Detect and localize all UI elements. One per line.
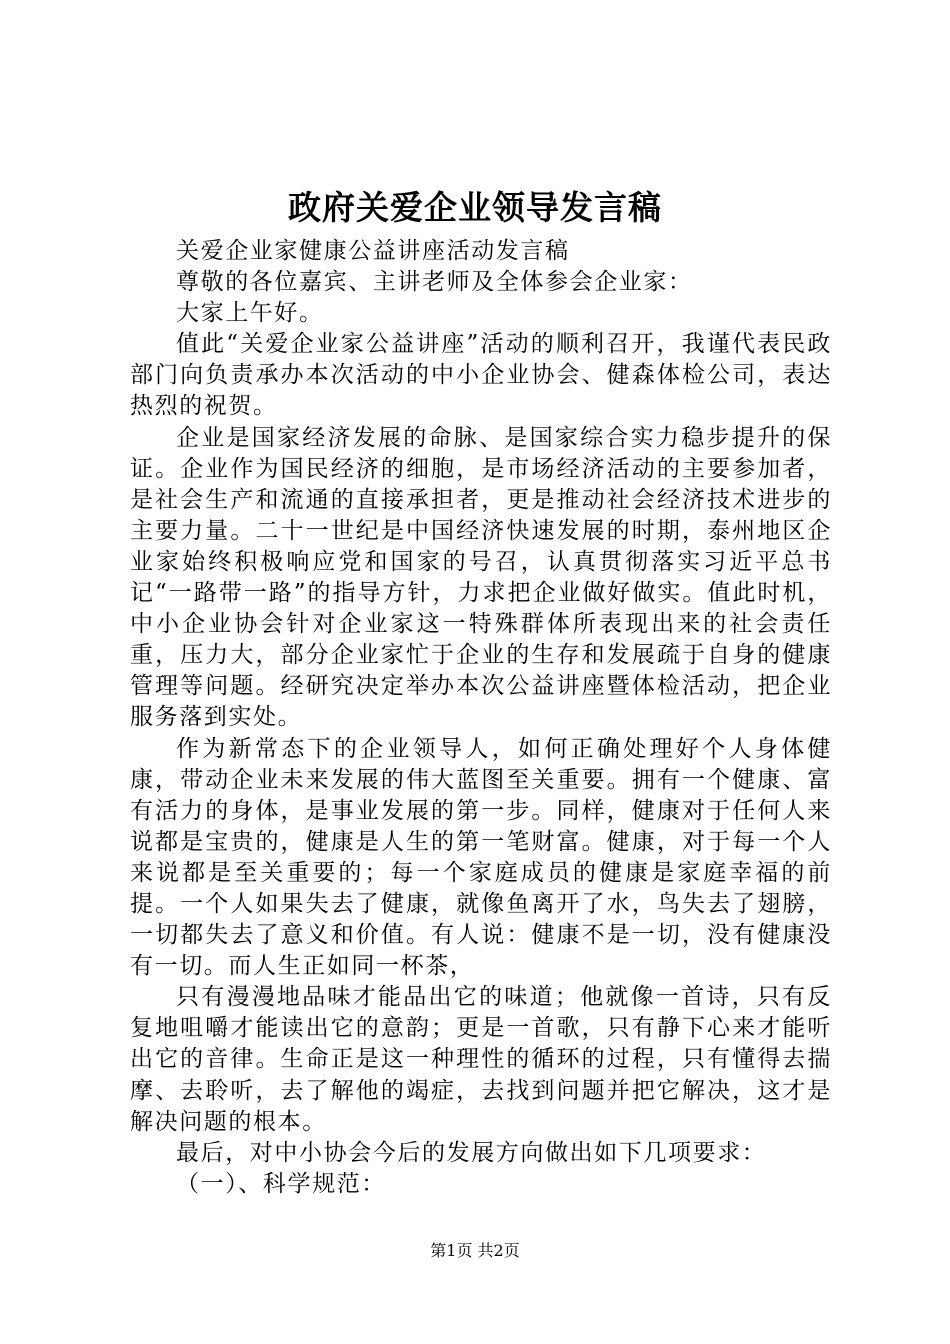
paragraph-enterprise-role: 企业是国家经济发展的命脉、是国家综合实力稳步提升的保证。企业作为国民经济的细胞，是市场经济活动的主要参加者，是社会生产和流通的直接承担者，更是推动社会经济技术进步的主要力量。二十一世纪是中国经济快速发展的时期，泰州地区企业家始终积极响应党和国家的号召，认真贯彻落实习近平总书记“一路带一路”的指导方针，力求把企业做好做实。值此时机，中小企业协会针对企业家这一特殊群体所表现出来的社会责任重，压力大，部分企业家忙于企业的生存和发展疏于自身的健康管理等问题。经研究决定举办本次公益讲座暨体检活动，把企业服务落到实处。 <box>130 424 832 731</box>
paragraph-requirements-intro: 最后，对中小协会今后的发展方向做出如下几项要求： <box>176 1139 767 1166</box>
paragraph-requirement-1: （一）、科学规范： <box>176 1170 386 1197</box>
paragraph-congratulations: 值此“关爱企业家公益讲座”活动的顺利召开，我谨代表民政部门向负责承办本次活动的中小企业协会、健森体检公司，表达热烈的祝贺。 <box>130 331 832 420</box>
paragraph-greeting: 大家上午好。 <box>176 300 324 327</box>
paragraph-subtitle: 关爱企业家健康公益讲座活动发言稿 <box>176 238 570 264</box>
document-title: 政府关爱企业领导发言稿 <box>288 188 662 227</box>
paragraph-health-importance: 作为新常态下的企业领导人，如何正确处理好个人身体健康，带动企业未来发展的伟大蓝图至关重要。拥有一个健康、富有活力的身体，是事业发展的第一步。同样，健康对于任何人来说都是宝贵的，健康是人生的第一笔财富。健康，对于每一个人来说都是至关重要的；每一个家庭成员的健康是家庭幸福的前提。一个人如果失去了健康，就像鱼离开了水，鸟失去了翅膀，一切都失去了意义和价值。有人说：健康不是一切，没有健康没有一切。而人生正如同一杯茶， <box>130 735 832 980</box>
page-footer: 第1页 共2页 <box>430 1241 520 1260</box>
paragraph-salutation: 尊敬的各位嘉宾、主讲老师及全体参会企业家： <box>176 269 693 296</box>
paragraph-life-metaphor: 只有漫漫地品味才能品出它的味道；他就像一首诗，只有反复地咀嚼才能读出它的意韵；更是一首歌，只有静下心来才能听出它的音律。生命正是这一种理性的循环的过程，只有懂得去揣摩、去聆听，去了解他的竭症，去找到问题并把它解决，这才是解决问题的根本。 <box>130 984 832 1135</box>
document-body <box>130 236 832 1200</box>
